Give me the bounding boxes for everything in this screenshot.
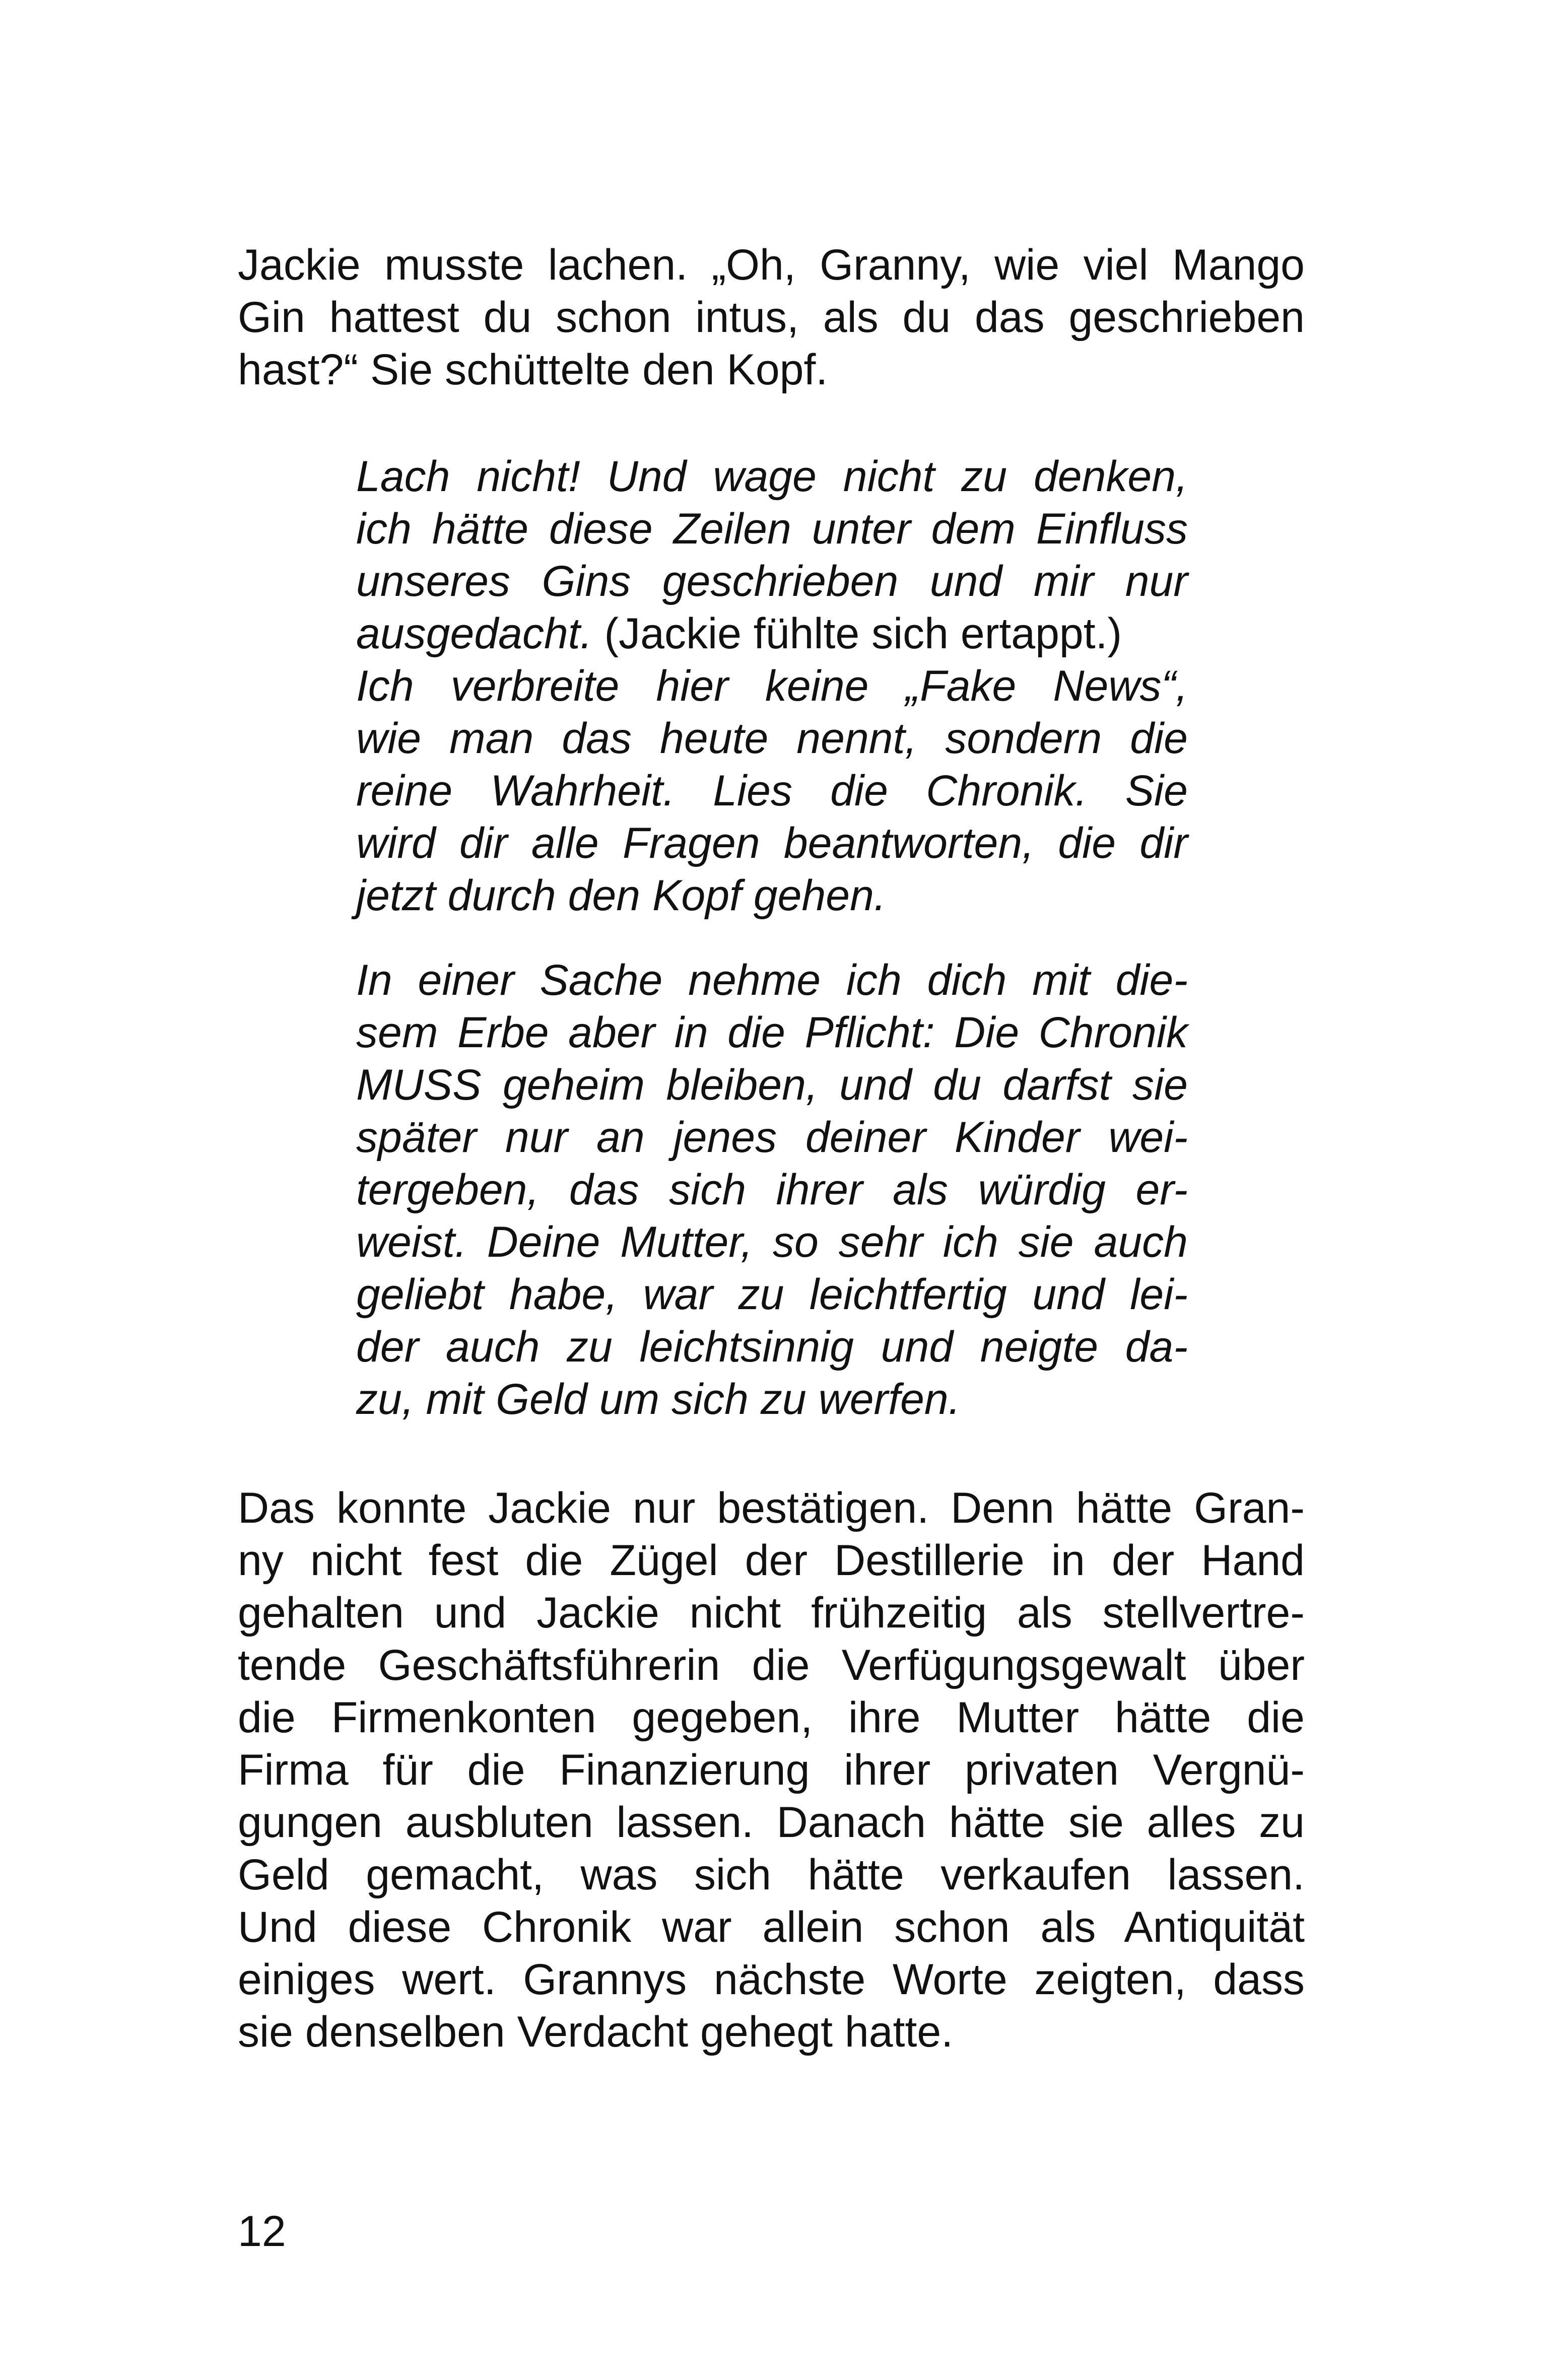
letter-1-line: reine Wahrheit. Lies die Chronik. Sie xyxy=(356,767,1188,815)
letter-2-line: zu, mit Geld um sich zu werfen. xyxy=(356,1375,961,1423)
letter-2-line: geliebt habe, war zu leichtfertig und lei- xyxy=(356,1270,1188,1319)
paragraph-2-line: Geld gemacht, was sich hätte verkaufen lassen. xyxy=(238,1851,1305,1899)
letter-1-line: ich hätte diese Zeilen unter dem Einfluss xyxy=(356,505,1188,553)
paragraph-1-line: hast?“ Sie schüttelte den Kopf. xyxy=(238,346,828,394)
letter-1-line: unseres Gins geschrieben und mir nur xyxy=(356,557,1188,605)
letter-2-line: tergeben, das sich ihrer als würdig er- xyxy=(356,1166,1188,1214)
paragraph-2-line: gungen ausbluten lassen. Danach hätte sie alles zu xyxy=(238,1798,1305,1847)
letter-2-line: In einer Sache nehme ich dich mit die- xyxy=(356,956,1188,1004)
letter-2-line: sem Erbe aber in die Pflicht: Die Chronik xyxy=(356,1008,1188,1057)
letter-1-italic-segment: ausgedacht. xyxy=(356,609,592,658)
paragraph-1-line: Gin hattest du schon intus, als du das geschrieben xyxy=(238,293,1305,342)
paragraph-2-line: ny nicht fest die Zügel der Destillerie in der Hand xyxy=(238,1536,1305,1585)
paragraph-2-line: die Firmenkonten gegeben, ihre Mutter hätte die xyxy=(238,1693,1305,1742)
letter-1-line: wie man das heute nennt, sondern die xyxy=(356,714,1188,763)
paragraph-2-line: Firma für die Finanzierung ihrer privaten Vergnü- xyxy=(238,1746,1305,1794)
letter-1-upright-aside: (Jackie fühlte sich ertappt.) xyxy=(604,609,1122,658)
letter-1-line: Lach nicht! Und wage nicht zu denken, xyxy=(356,452,1188,501)
paragraph-2-line: einiges wert. Grannys nächste Worte zeigten, dass xyxy=(238,1955,1305,2004)
page-number: 12 xyxy=(238,2207,286,2256)
paragraph-2-line: Das konnte Jackie nur bestätigen. Denn hätte Gran- xyxy=(238,1484,1305,1532)
letter-1-line: wird dir alle Fragen beantworten, die dir xyxy=(356,819,1188,867)
letter-2-line: später nur an jenes deiner Kinder wei- xyxy=(356,1113,1188,1162)
paragraph-2-line: sie denselben Verdacht gehegt hatte. xyxy=(238,2008,954,2056)
paragraph-2-line: Und diese Chronik war allein schon als Antiquität xyxy=(238,1903,1305,1951)
letter-1-line: jetzt durch den Kopf gehen. xyxy=(356,871,886,920)
letter-2-line: der auch zu leichtsinnig und neigte da- xyxy=(356,1323,1188,1371)
paragraph-1-line: Jackie musste lachen. „Oh, Granny, wie viel Mango xyxy=(238,241,1305,289)
letter-2-line: weist. Deine Mutter, so sehr ich sie auch xyxy=(356,1218,1188,1266)
paragraph-2-line: gehalten und Jackie nicht frühzeitig als stellvertre- xyxy=(238,1589,1305,1637)
letter-1-line-mixed xyxy=(356,607,1188,660)
letter-1-line: Ich verbreite hier keine „Fake News“, xyxy=(356,662,1188,710)
letter-2-line: MUSS geheim bleiben, und du darfst sie xyxy=(356,1061,1188,1109)
paragraph-2-line: tende Geschäftsführerin die Verfügungsgewalt über xyxy=(238,1641,1305,1689)
